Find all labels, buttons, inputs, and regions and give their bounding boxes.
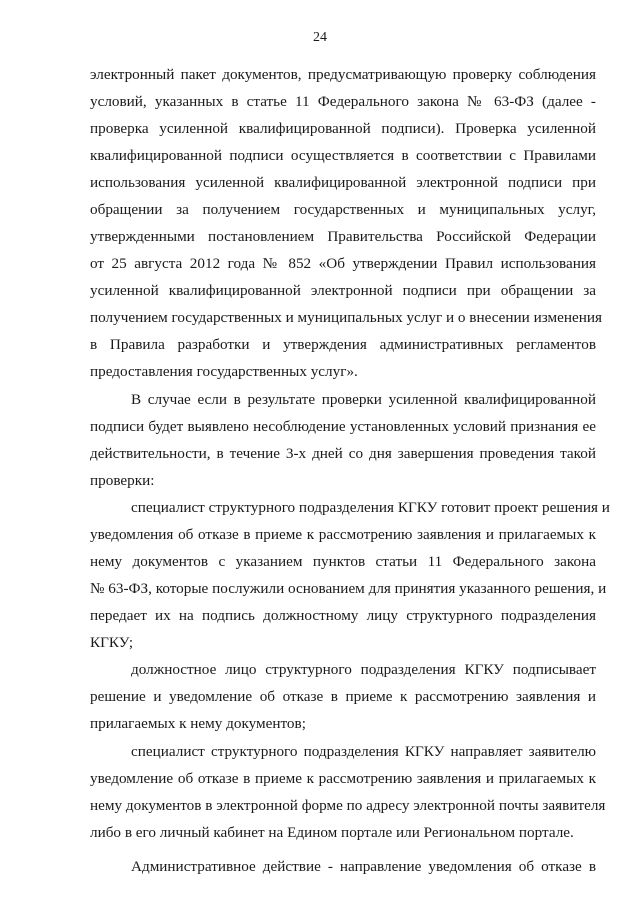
text-line: нему документов с указанием пунктов статьи 11 Федерального закона <box>90 553 596 570</box>
text-line: уведомления об отказе в приеме к рассмотрению заявления и прилагаемых к <box>90 526 596 543</box>
text-line: уведомление об отказе в приеме к рассмотрению заявления и прилагаемых к <box>90 770 596 787</box>
text-line: электронный пакет документов, предусматривающую проверку соблюдения <box>90 66 596 83</box>
text-line: квалифицированной подписи осуществляется в соответствии с Правилами <box>90 147 596 164</box>
text-line: прилагаемых к нему документов; <box>90 715 306 732</box>
text-line: КГКУ; <box>90 634 134 651</box>
paragraph-first-line: специалист структурного подразделения КГКУ готовит проект решения и <box>131 499 610 516</box>
text-line: нему документов в электронной форме по адресу электронной почты заявителя <box>90 797 606 814</box>
text-line: проверки: <box>90 472 155 489</box>
text-line: либо в его личный кабинет на Едином портале или Региональном портале. <box>90 824 574 841</box>
paragraph-first-line: В случае если в результате проверки усиленной квалифицированной <box>131 391 596 408</box>
text-line: действительности, в течение 3-х дней со дня завершения проведения такой <box>90 445 596 462</box>
text-line: передает их на подпись должностному лицу структурного подразделения <box>90 607 596 624</box>
text-line: подписи будет выявлено несоблюдение установленных условий признания ее <box>90 418 596 435</box>
text-line: № 63-ФЗ, которые послужили основанием для принятия указанного решения, и <box>90 580 607 597</box>
page-number: 24 <box>313 30 327 45</box>
text-line: получением государственных и муниципальных услуг и о внесении изменения <box>90 309 602 326</box>
paragraph-first-line: специалист структурного подразделения КГКУ направляет заявителю <box>131 743 596 760</box>
paragraph-first-line: Административное действие - направление уведомления об отказе в <box>131 858 596 875</box>
text-line: проверка усиленной квалифицированной подписи). Проверка усиленной <box>90 120 596 137</box>
text-line: использования усиленной квалифицированной электронной подписи при <box>90 174 596 191</box>
text-line: от 25 августа 2012 года № 852 «Об утверждении Правил использования <box>90 255 596 272</box>
text-line: решение и уведомление об отказе в приеме к рассмотрению заявления и <box>90 688 596 705</box>
text-line: утвержденными постановлением Правительства Российской Федерации <box>90 228 596 245</box>
text-line: обращении за получением государственных и муниципальных услуг, <box>90 201 596 218</box>
paragraph-first-line: должностное лицо структурного подразделения КГКУ подписывает <box>131 661 596 678</box>
text-line: в Правила разработки и утверждения административных регламентов <box>90 336 596 353</box>
text-line: усиленной квалифицированной электронной подписи при обращении за <box>90 282 596 299</box>
text-line: предоставления государственных услуг». <box>90 363 358 380</box>
text-line: условий, указанных в статье 11 Федерального закона № 63-ФЗ (далее - <box>90 93 596 110</box>
